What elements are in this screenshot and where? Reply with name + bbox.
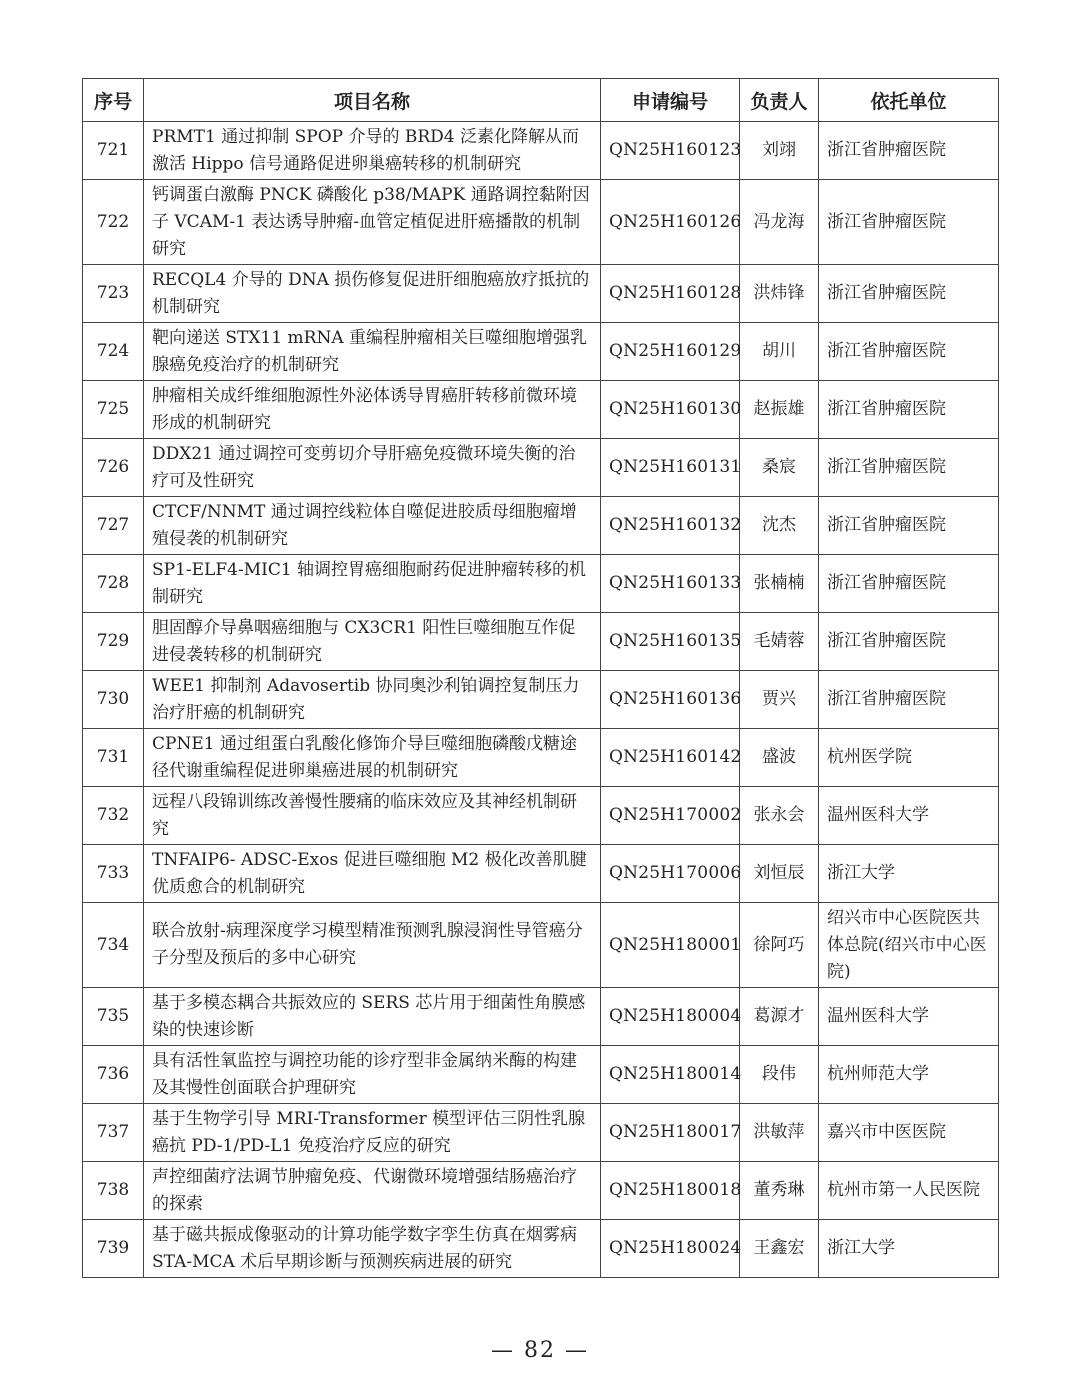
row-unit: 杭州市第一人民医院 [819,1162,999,1220]
row-unit: 杭州师范大学 [819,1046,999,1104]
row-title: PRMT1 通过抑制 SPOP 介导的 BRD4 泛素化降解从而激活 Hippo 信号通路促进卵巢癌转移的机制研究 [144,122,601,180]
row-title: 肿瘤相关成纤维细胞源性外泌体诱导胃癌肝转移前微环境形成的机制研究 [144,381,601,439]
row-code: QN25H160123 [601,122,740,180]
row-no: 728 [83,555,144,613]
table-row [83,180,999,265]
table-row [83,555,999,613]
row-title: 基于磁共振成像驱动的计算功能学数字孪生仿真在烟雾病 STA-MCA 术后早期诊断与预测疾病进展的研究 [144,1220,601,1278]
row-code: QN25H180017 [601,1104,740,1162]
table-row [83,1220,999,1278]
row-title: 具有活性氧监控与调控功能的诊疗型非金属纳米酶的构建及其慢性创面联合护理研究 [144,1046,601,1104]
row-title: SP1-ELF4-MIC1 轴调控胃癌细胞耐药促进肿瘤转移的机制研究 [144,555,601,613]
row-person: 贾兴 [740,671,819,729]
row-person: 刘恒辰 [740,845,819,903]
table-row [83,323,999,381]
table-row [83,787,999,845]
row-code: QN25H180014 [601,1046,740,1104]
row-no: 721 [83,122,144,180]
table-row [83,265,999,323]
row-unit: 浙江省肿瘤医院 [819,439,999,497]
row-title: CTCF/NNMT 通过调控线粒体自噬促进胶质母细胞瘤增殖侵袭的机制研究 [144,497,601,555]
page-number: — 82 — [491,1338,589,1363]
row-unit: 嘉兴市中医医院 [819,1104,999,1162]
row-unit: 浙江省肿瘤医院 [819,122,999,180]
table-row [83,439,999,497]
row-no: 734 [83,903,144,988]
table-row [83,729,999,787]
row-person: 王鑫宏 [740,1220,819,1278]
row-no: 735 [83,988,144,1046]
row-unit: 温州医科大学 [819,988,999,1046]
row-code: QN25H170006 [601,845,740,903]
row-code: QN25H180018 [601,1162,740,1220]
row-no: 738 [83,1162,144,1220]
row-code: QN25H160131 [601,439,740,497]
row-no: 730 [83,671,144,729]
row-code: QN25H160136 [601,671,740,729]
row-no: 729 [83,613,144,671]
row-person: 沈杰 [740,497,819,555]
row-unit: 浙江省肿瘤医院 [819,381,999,439]
project-table [82,78,999,1278]
row-no: 739 [83,1220,144,1278]
row-no: 731 [83,729,144,787]
row-person: 胡川 [740,323,819,381]
row-no: 736 [83,1046,144,1104]
row-no: 724 [83,323,144,381]
row-person: 洪炜锋 [740,265,819,323]
row-title: 基于多模态耦合共振效应的 SERS 芯片用于细菌性角膜感染的快速诊断 [144,988,601,1046]
row-person: 董秀琳 [740,1162,819,1220]
header-no: 序号 [83,79,144,122]
row-code: QN25H160142 [601,729,740,787]
row-title: 基于生物学引导 MRI-Transformer 模型评估三阴性乳腺癌抗 PD-1/PD-L1 免疫治疗反应的研究 [144,1104,601,1162]
row-title: CPNE1 通过组蛋白乳酸化修饰介导巨噬细胞磷酸戊糖途径代谢重编程促进卵巢癌进展的机制研究 [144,729,601,787]
row-unit: 浙江省肿瘤医院 [819,671,999,729]
table-row [83,903,999,988]
table-row [83,671,999,729]
table-row [83,613,999,671]
row-unit: 浙江大学 [819,1220,999,1278]
row-no: 722 [83,180,144,265]
row-unit: 浙江省肿瘤医院 [819,555,999,613]
row-person: 毛婧蓉 [740,613,819,671]
row-title: 联合放射-病理深度学习模型精准预测乳腺浸润性导管癌分子分型及预后的多中心研究 [144,903,601,988]
table-row [83,988,999,1046]
row-code: QN25H180004 [601,988,740,1046]
table-row [83,497,999,555]
row-no: 733 [83,845,144,903]
row-title: 钙调蛋白激酶 PNCK 磷酸化 p38/MAPK 通路调控黏附因子 VCAM-1 表达诱导肿瘤-血管定植促进肝癌播散的机制研究 [144,180,601,265]
row-no: 727 [83,497,144,555]
row-title: 声控细菌疗法调节肿瘤免疫、代谢微环境增强结肠癌治疗的探索 [144,1162,601,1220]
table-row [83,1162,999,1220]
row-unit: 杭州医学院 [819,729,999,787]
row-code: QN25H160129 [601,323,740,381]
row-unit: 浙江省肿瘤医院 [819,323,999,381]
table-row [83,381,999,439]
row-title: 远程八段锦训练改善慢性腰痛的临床效应及其神经机制研究 [144,787,601,845]
row-no: 723 [83,265,144,323]
row-unit: 绍兴市中心医院医共体总院(绍兴市中心医院) [819,903,999,988]
row-no: 726 [83,439,144,497]
table-row [83,1046,999,1104]
row-code: QN25H180001 [601,903,740,988]
header-code: 申请编号 [601,79,740,122]
row-title: 胆固醇介导鼻咽癌细胞与 CX3CR1 阳性巨噬细胞互作促进侵袭转移的机制研究 [144,613,601,671]
header-title: 项目名称 [144,79,601,122]
row-person: 桑宸 [740,439,819,497]
row-person: 徐阿巧 [740,903,819,988]
row-title: RECQL4 介导的 DNA 损伤修复促进肝细胞癌放疗抵抗的机制研究 [144,265,601,323]
row-code: QN25H160130 [601,381,740,439]
header-unit: 依托单位 [819,79,999,122]
row-unit: 浙江省肿瘤医院 [819,497,999,555]
header-row [83,79,999,122]
row-code: QN25H160132 [601,497,740,555]
row-title: TNFAIP6- ADSC-Exos 促进巨噬细胞 M2 极化改善肌腱优质愈合的机制研究 [144,845,601,903]
row-title: 靶向递送 STX11 mRNA 重编程肿瘤相关巨噬细胞增强乳腺癌免疫治疗的机制研究 [144,323,601,381]
row-no: 737 [83,1104,144,1162]
row-person: 葛源才 [740,988,819,1046]
row-code: QN25H180024 [601,1220,740,1278]
row-person: 洪敏萍 [740,1104,819,1162]
table-row [83,122,999,180]
row-unit: 浙江省肿瘤医院 [819,265,999,323]
row-code: QN25H160128 [601,265,740,323]
row-title: DDX21 通过调控可变剪切介导肝癌免疫微环境失衡的治疗可及性研究 [144,439,601,497]
row-no: 725 [83,381,144,439]
header-person: 负责人 [740,79,819,122]
row-code: QN25H160133 [601,555,740,613]
row-person: 张永会 [740,787,819,845]
row-title: WEE1 抑制剂 Adavosertib 协同奥沙利铂调控复制压力治疗肝癌的机制研究 [144,671,601,729]
row-no: 732 [83,787,144,845]
row-code: QN25H170002 [601,787,740,845]
row-unit: 浙江省肿瘤医院 [819,613,999,671]
table-row [83,845,999,903]
row-person: 刘翊 [740,122,819,180]
row-person: 赵振雄 [740,381,819,439]
table-row [83,1104,999,1162]
row-unit: 温州医科大学 [819,787,999,845]
row-unit: 浙江省肿瘤医院 [819,180,999,265]
row-code: QN25H160135 [601,613,740,671]
row-person: 张楠楠 [740,555,819,613]
row-code: QN25H160126 [601,180,740,265]
row-person: 盛波 [740,729,819,787]
row-person: 段伟 [740,1046,819,1104]
row-person: 冯龙海 [740,180,819,265]
row-unit: 浙江大学 [819,845,999,903]
